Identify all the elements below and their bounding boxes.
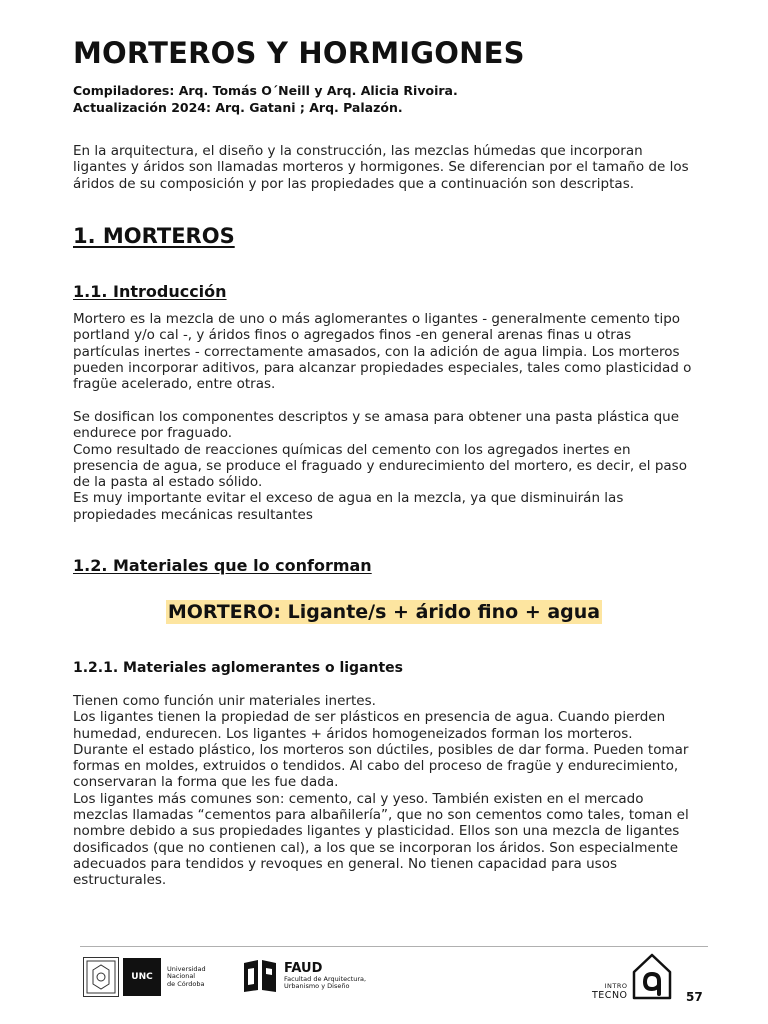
faud-logo [241, 957, 366, 995]
unc-box: UNC [123, 958, 161, 996]
house-a-icon [631, 952, 673, 1004]
unc-logo [83, 957, 206, 997]
faud-mark-icon [241, 957, 279, 995]
text-line: de la pasta al estado sólido. [73, 474, 263, 491]
credits-line: Compiladores: Arq. Tomás O´Neill y Arq. Alicia Rivoira. [73, 83, 458, 98]
text-line: Como resultado de reacciones químicas del cemento con los agregados inertes en [73, 441, 631, 458]
text-line: conservaran la forma que les fue dada. [73, 774, 339, 791]
text-line: áridos de su composición y por las propiedades que a continuación son descriptas. [73, 175, 635, 192]
text-line: fragüe acelerado, entre otras. [73, 376, 276, 393]
intro-paragraph [73, 143, 713, 192]
page-number: 57 [686, 990, 703, 1004]
subsubsection-heading-ligantes: 1.2.1. Materiales aglomerantes o ligantes [73, 660, 403, 676]
text-line: mezclas llamadas “cementos para albañilería”, que no son cementos como tales, toman el [73, 807, 689, 824]
text-line: dosificados (que no contienen cal), a los que se incorporan los áridos. Son especialmente [73, 839, 678, 856]
text-line: Se dosifican los componentes descriptos y se amasa para obtener una pasta plástica que [73, 409, 680, 425]
text-line: endurece por fraguado. [73, 425, 233, 442]
text-line: pueden incorporar aditivos, para alcanzar propiedades especiales, tales como plasticidad o [73, 359, 692, 376]
text-line: Mortero es la mezcla de uno o más aglomerantes o ligantes - generalmente cemento tipo [73, 311, 681, 327]
unc-seal-icon [83, 957, 119, 997]
faud-subtitle-line: Urbanismo y Diseño [284, 982, 350, 990]
introduccion-paragraph-2 [73, 409, 713, 523]
ligantes-paragraph [73, 693, 713, 889]
footer-divider [80, 946, 708, 947]
text-line: adecuados para tendidos y revoques en general. No tienen capacidad para usos [73, 855, 617, 872]
tecno-small-text: INTRO [604, 982, 628, 990]
mortero-formula: MORTERO: Ligante/s + árido fino + agua [167, 601, 601, 623]
credits-line: Actualización 2024: Arq. Gatani ; Arq. Palazón. [73, 100, 403, 115]
text-line: nombre debido a sus propiedades ligantes y plasticidad. Ellos son una mezcla de ligantes [73, 823, 680, 840]
text-line: Los ligantes más comunes son: cemento, cal y yeso. También existen en el mercado [73, 790, 644, 807]
formula-block [0, 600, 768, 624]
unc-name-line: de Córdoba [167, 979, 205, 988]
section-heading-morteros: 1. MORTEROS [73, 224, 235, 248]
credits [73, 82, 458, 116]
text-line: Los ligantes tienen la propiedad de ser plásticos en presencia de agua. Cuando pierden [73, 709, 666, 726]
text-line: Durante el estado plástico, los morteros son dúctiles, posibles de dar forma. Pueden tomar [73, 741, 689, 758]
text-line: Es muy importante evitar el exceso de agua en la mezcla, ya que disminuirán las [73, 490, 624, 507]
faud-text [284, 962, 366, 991]
subsection-heading-materiales: 1.2. Materiales que lo conforman [73, 556, 372, 575]
text-line: estructurales. [73, 872, 167, 889]
text-line: formas en moldes, extruidos o tendidos. Al cabo del proceso de fragüe y endurecimiento, [73, 758, 679, 775]
text-line: portland y/o cal -, y áridos finos o agregados finos -en general arenas finas u otras [73, 327, 632, 344]
tecno-big-text: TECNO [592, 990, 628, 1001]
faud-title: FAUD [284, 960, 323, 976]
tecno-words [592, 982, 628, 1001]
text-line: propiedades mecánicas resultantes [73, 506, 313, 523]
text-line: humedad, endurecen. Los ligantes + áridos homogeneizados forman los morteros. [73, 725, 633, 742]
text-line: partículas inertes - correctamente amasados, con la adición de agua limpia. Los morteros [73, 343, 680, 360]
unc-name-line: Nacional [167, 972, 196, 981]
introduccion-paragraph-1 [73, 311, 713, 392]
faud-subtitle-line: Facultad de Arquitectura, [284, 974, 367, 983]
intro-tecno-logo [592, 952, 673, 1004]
subsection-heading-introduccion: 1.1. Introducción [73, 282, 227, 301]
text-line: presencia de agua, se produce el fraguado y endurecimiento del mortero, es decir, el paso [73, 457, 687, 474]
unc-name-line: Universidad [167, 964, 206, 973]
text-line: Tienen como función unir materiales inertes. [73, 693, 376, 709]
unc-name [167, 966, 206, 989]
document-title: MORTEROS Y HORMIGONES [73, 36, 525, 70]
text-line: En la arquitectura, el diseño y la construcción, las mezclas húmedas que incorporan [73, 143, 643, 159]
text-line: ligantes y áridos son llamadas morteros y hormigones. Se diferencian por el tamaño de los [73, 159, 689, 176]
